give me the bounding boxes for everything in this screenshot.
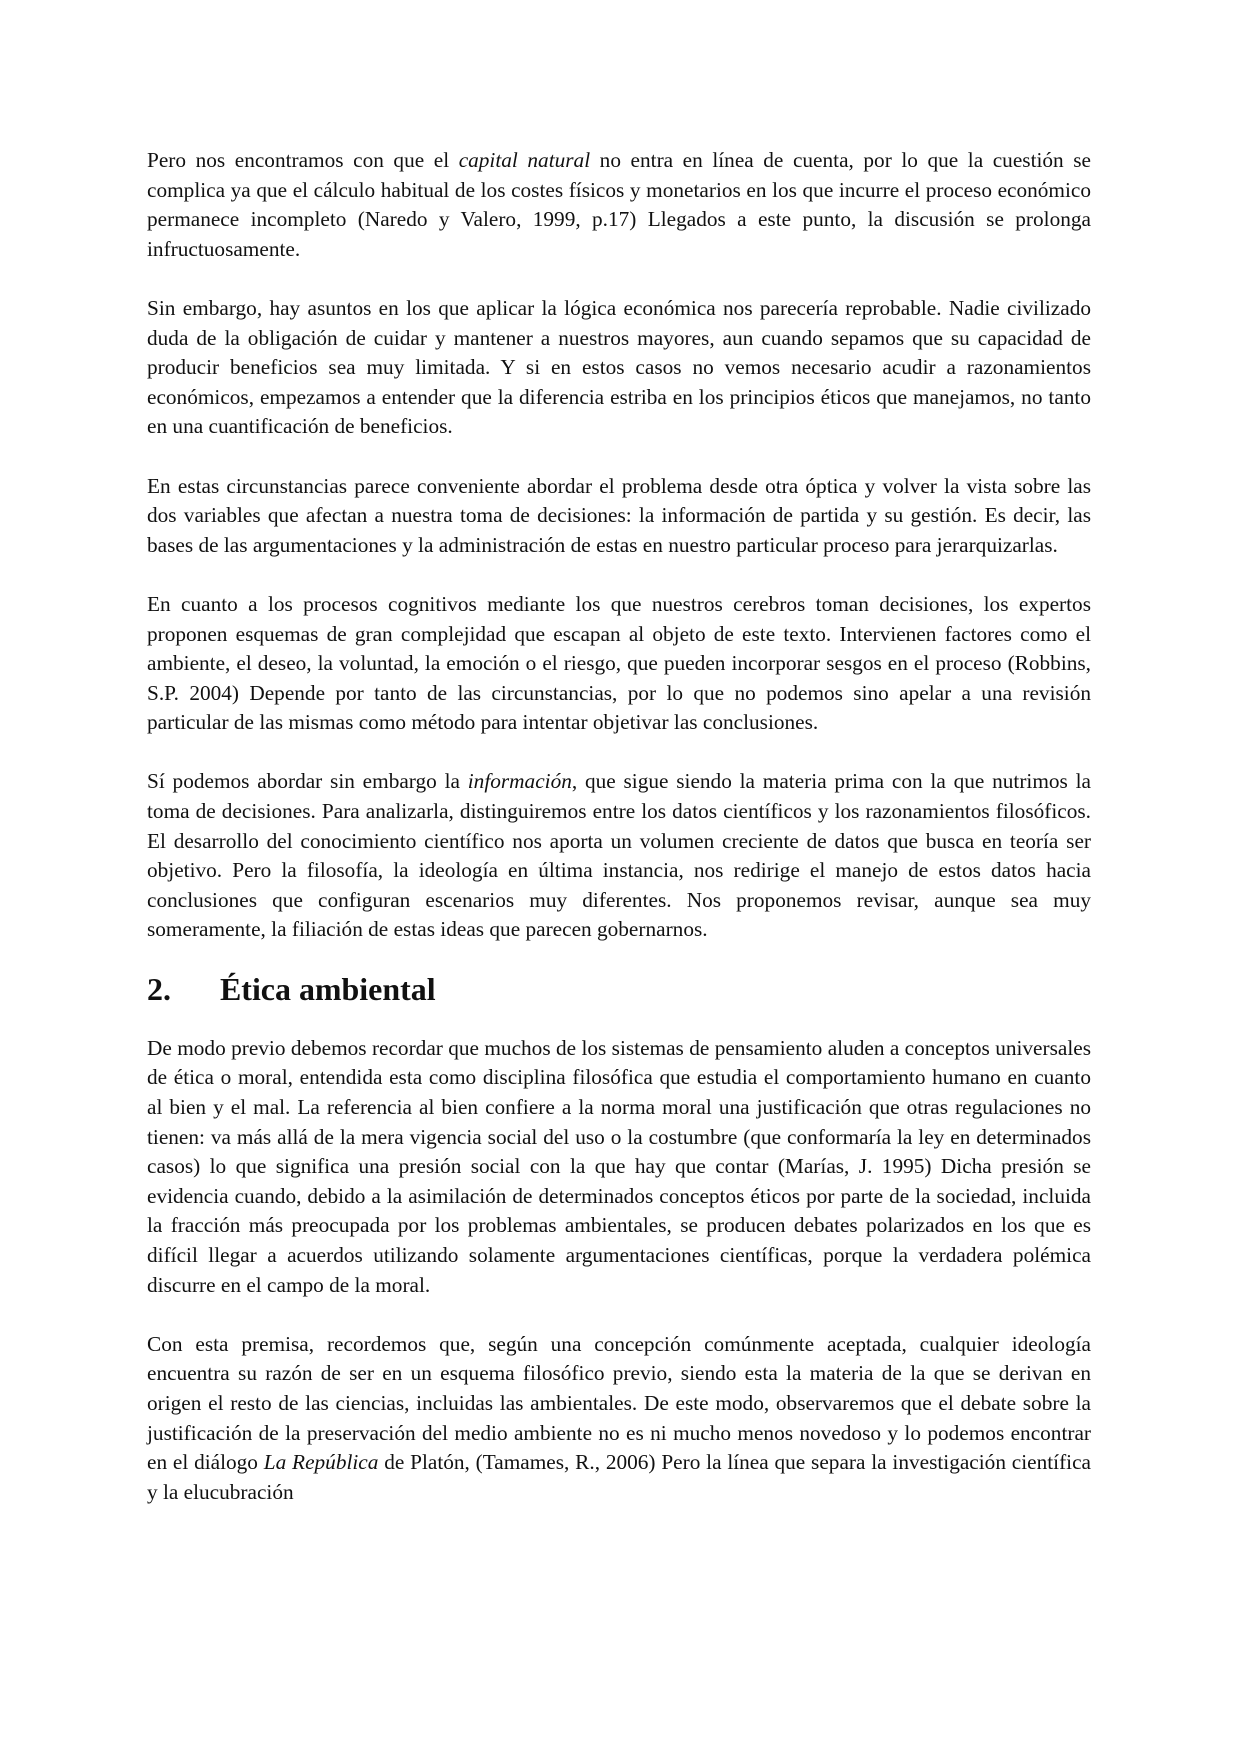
paragraph-capital-natural: Pero nos encontramos con que el capital natural no entra en línea de cuenta, por lo que la cuestión se complica ya que el cálculo habitual de los costes físicos y monetarios en los que incurre el proceso económico permanece incompleto (Naredo y Valero, 1999, p.17) Llegados a este punto, la discusión se prolonga infructuosamente. [147,148,1091,261]
paragraph-circunstancias: En estas circunstancias parece conveniente abordar el problema desde otra óptica y volver la vista sobre las dos variables que afectan a nuestra toma de decisiones: la información de partida y su gestión. Es decir, las bases de las argumentaciones y la administración de estas en nuestro particular proceso para jerarquizarlas. [147,473,1091,557]
paragraph-modo-previo: De modo previo debemos recordar que muchos de los sistemas de pensamiento aluden a conceptos universales de ética o moral, entendida esta como disciplina filosófica que estudia el comportamiento humano en cuanto al bien y el mal. La referencia al bien confiere a la norma moral una justificación que otras regulaciones no tienen: va más allá de la mera vigencia social del uso o la costumbre (que conformaría la ley en determinados casos) lo que significa una presión social con la que hay que contar (Marías, J. 1995) Dicha presión se evidencia cuando, debido a la asimilación de determinados conceptos éticos por parte de la sociedad, incluida la fracción más preocupada por los problemas ambientales, se producen debates polarizados en los que es difícil llegar a acuerdos utilizando solamente argumentaciones científicas, porque la verdadera polémica discurre en el campo de la moral. [147,1035,1091,1297]
paragraph-logica-economica: Sin embargo, hay asuntos en los que aplicar la lógica económica nos parecería reprobable. Nadie civilizado duda de la obligación de cuidar y mantener a nuestros mayores, aun cuando sepamos que su capacidad de producir beneficios sea muy limitada. Y si en estos casos no vemos necesario acudir a razonamientos económicos, empezamos a entender que la diferencia estriba en los principios éticos que manejamos, no tanto en una cuantificación de beneficios. [147,295,1091,439]
document-page [147,146,1091,1537]
section-heading [147,971,1091,1007]
paragraph-premisa: Con esta premisa, recordemos que, según una concepción comúnmente aceptada, cualquier ideología encuentra su razón de ser en un esquema filosófico previo, siendo esta la materia de la que se derivan en origen el resto de las ciencias, incluidas las ambientales. De este modo, observaremos que el debate sobre la justificación de la preservación del medio ambiente no es ni mucho menos novedoso y lo podemos encontrar en el diálogo La República de Platón, (Tamames, R., 2006) Pero la línea que separa la investigación científica y la elucubración [147,1331,1091,1504]
paragraph-procesos-cognitivos: En cuanto a los procesos cognitivos mediante los que nuestros cerebros toman decisiones, los expertos proponen esquemas de gran complejidad que escapan al objeto de este texto. Intervienen factores como el ambiente, el deseo, la voluntad, la emoción o el riesgo, que pueden incorporar sesgos en el proceso (Robbins, S.P. 2004) Depende por tanto de las circunstancias, por lo que no podemos sino apelar a una revisión particular de las mismas como método para intentar objetivar las conclusiones. [147,591,1091,735]
emphasis-informacion: información [467,769,572,794]
emphasis-la-republica: La República [263,1450,379,1475]
section-title: Ética ambiental [220,971,436,1007]
emphasis-capital-natural: capital natural [458,148,591,172]
paragraph-informacion: Sí podemos abordar sin embargo la información, que sigue siendo la materia prima con la que nutrimos la toma de decisiones. Para analizarla, distinguiremos entre los datos científicos y los razonamientos filosóficos. El desarrollo del conocimiento científico nos aporta un volumen creciente de datos que busca en teoría ser objetivo. Pero la filosofía, la ideología en última instancia, nos redirige el manejo de estos datos hacia conclusiones que configuran escenarios muy diferentes. Nos proponemos revisar, aunque sea muy someramente, la filiación de estas ideas que parecen gobernarnos. [147,769,1091,942]
section-number: 2. [147,971,171,1007]
